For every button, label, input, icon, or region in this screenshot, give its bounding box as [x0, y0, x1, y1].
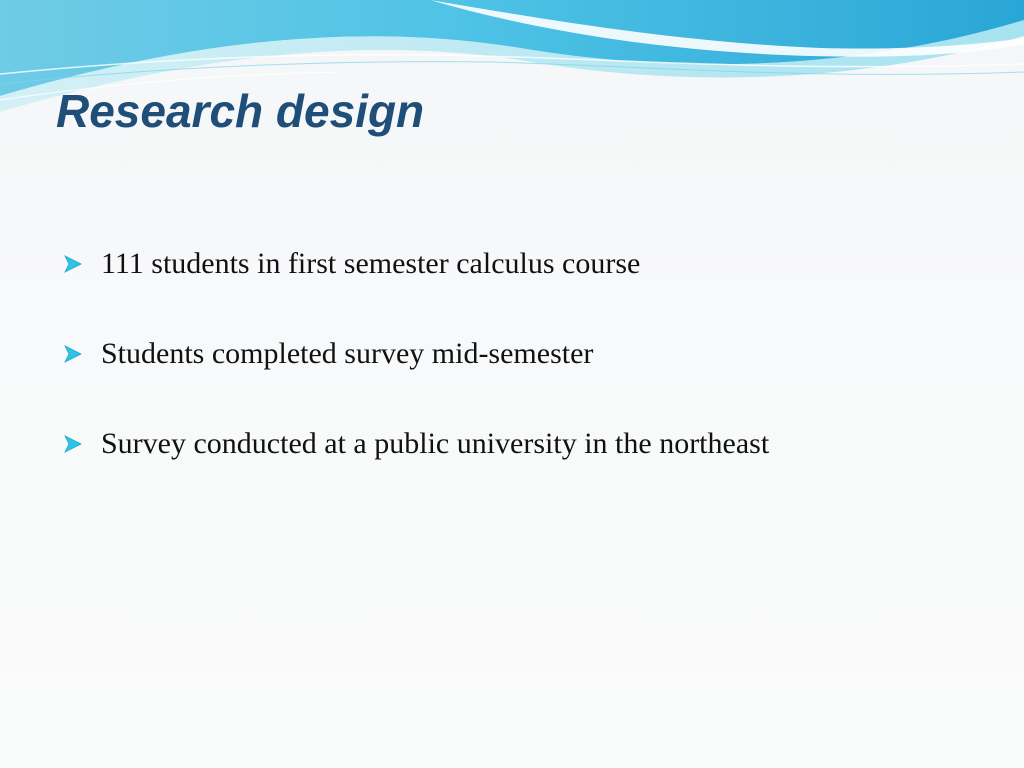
- arrow-bullet-icon: [62, 253, 84, 275]
- list-item: [62, 240, 769, 288]
- list-item: [62, 420, 769, 468]
- arrow-bullet-icon: [62, 433, 84, 455]
- bullet-text: Survey conducted at a public university in the northeast: [101, 427, 770, 460]
- bullet-text: 111 students in first semester calculus course: [101, 247, 641, 280]
- list-item: [62, 330, 769, 378]
- bullet-text: Students completed survey mid-semester: [101, 337, 594, 370]
- slide-title: Research design: [56, 85, 425, 137]
- arrow-bullet-icon: [62, 343, 84, 365]
- bullet-list: [62, 240, 769, 510]
